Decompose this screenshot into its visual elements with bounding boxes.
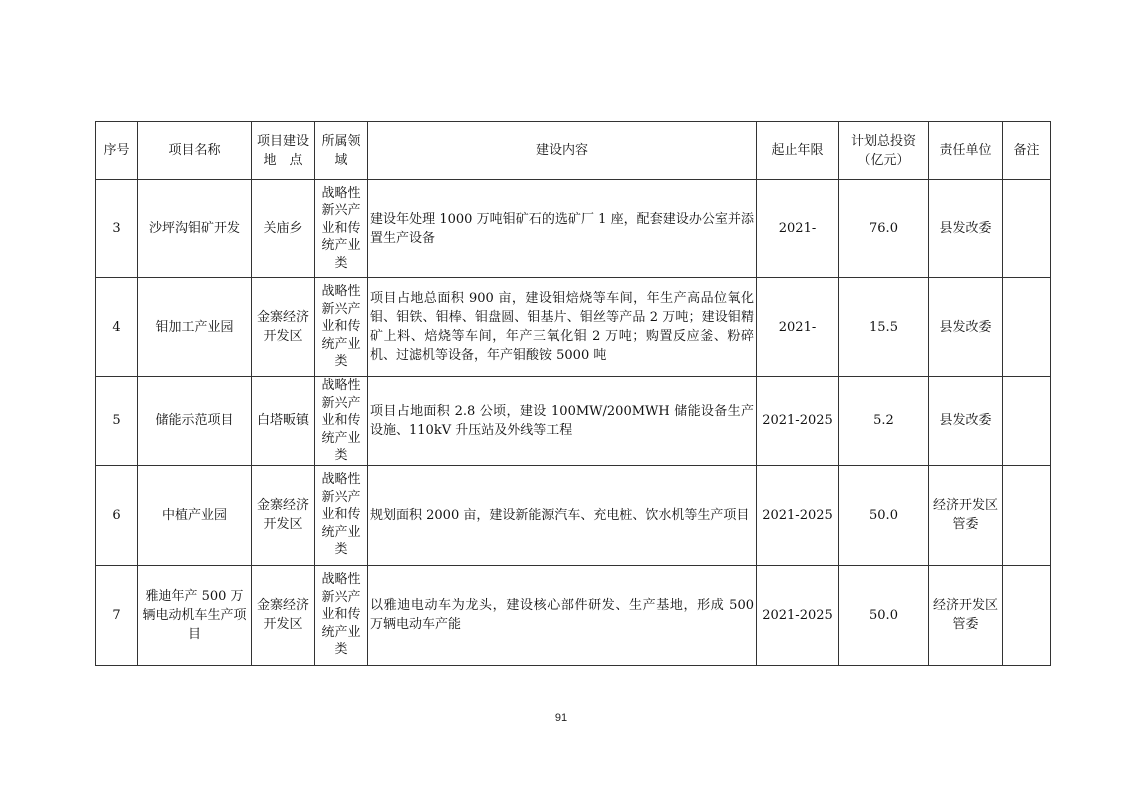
header-investment: 计划总投资（亿元） [839, 122, 929, 180]
cell-content: 规划面积 2000 亩，建设新能源汽车、充电桩、饮水机等生产项目 [368, 465, 757, 565]
cell-content: 建设年处理 1000 万吨钼矿石的选矿厂 1 座，配套建设办公室并添置生产设备 [368, 180, 757, 278]
cell-unit: 县发改委 [929, 180, 1003, 278]
cell-investment: 50.0 [839, 465, 929, 565]
cell-no: 6 [96, 465, 138, 565]
cell-name: 中植产业园 [138, 465, 252, 565]
cell-period: 2021- [757, 278, 839, 377]
cell-unit: 经济开发区管委 [929, 565, 1003, 665]
cell-no: 5 [96, 377, 138, 466]
cell-name: 钼加工产业园 [138, 278, 252, 377]
table-row [96, 377, 1051, 466]
cell-field: 战略性新兴产业和传统产业类 [315, 465, 368, 565]
table-row [96, 180, 1051, 278]
cell-remark [1003, 180, 1051, 278]
header-content: 建设内容 [368, 122, 757, 180]
cell-no: 3 [96, 180, 138, 278]
header-unit: 责任单位 [929, 122, 1003, 180]
header-location: 项目建设地 点 [252, 122, 315, 180]
header-no: 序号 [96, 122, 138, 180]
table-row [96, 278, 1051, 377]
cell-no: 4 [96, 278, 138, 377]
cell-location: 关庙乡 [252, 180, 315, 278]
cell-period: 2021-2025 [757, 377, 839, 466]
cell-period: 2021-2025 [757, 465, 839, 565]
header-field: 所属领域 [315, 122, 368, 180]
header-row [96, 122, 1051, 180]
cell-name: 沙坪沟钼矿开发 [138, 180, 252, 278]
cell-unit: 县发改委 [929, 377, 1003, 466]
cell-field: 战略性新兴产业和传统产业类 [315, 180, 368, 278]
header-name: 项目名称 [138, 122, 252, 180]
cell-name: 雅迪年产 500 万辆电动机车生产项目 [138, 565, 252, 665]
cell-remark [1003, 565, 1051, 665]
table-row [96, 465, 1051, 565]
cell-content: 项目占地面积 2.8 公顷，建设 100MW/200MWH 储能设备生产设施、110kV 升压站及外线等工程 [368, 377, 757, 466]
cell-unit: 经济开发区管委 [929, 465, 1003, 565]
project-table [95, 121, 1051, 666]
cell-location: 金寨经济开发区 [252, 565, 315, 665]
cell-location: 白塔畈镇 [252, 377, 315, 466]
cell-investment: 76.0 [839, 180, 929, 278]
cell-remark [1003, 377, 1051, 466]
cell-remark [1003, 465, 1051, 565]
cell-name: 储能示范项目 [138, 377, 252, 466]
cell-content: 以雅迪电动车为龙头，建设核心部件研发、生产基地，形成 500 万辆电动车产能 [368, 565, 757, 665]
cell-period: 2021-2025 [757, 565, 839, 665]
cell-field: 战略性新兴产业和传统产业类 [315, 377, 368, 466]
cell-location: 金寨经济开发区 [252, 278, 315, 377]
cell-field: 战略性新兴产业和传统产业类 [315, 565, 368, 665]
table-row [96, 565, 1051, 665]
header-period: 起止年限 [757, 122, 839, 180]
cell-unit: 县发改委 [929, 278, 1003, 377]
cell-field: 战略性新兴产业和传统产业类 [315, 278, 368, 377]
cell-investment: 15.5 [839, 278, 929, 377]
cell-investment: 5.2 [839, 377, 929, 466]
cell-content: 项目占地总面积 900 亩，建设钼焙烧等车间，年生产高品位氧化钼、钼铁、钼棒、钼盘圆、钼基片、钼丝等产品 2 万吨；建设钼精矿上料、焙烧等车间，年产三氧化钼 2 万吨；购置反应釜、粉碎机、过滤机等设备，年产钼酸铵 5000 吨 [368, 278, 757, 377]
cell-period: 2021- [757, 180, 839, 278]
cell-investment: 50.0 [839, 565, 929, 665]
cell-no: 7 [96, 565, 138, 665]
cell-remark [1003, 278, 1051, 377]
header-remark: 备注 [1003, 122, 1051, 180]
cell-location: 金寨经济开发区 [252, 465, 315, 565]
page-number: 91 [554, 712, 568, 724]
